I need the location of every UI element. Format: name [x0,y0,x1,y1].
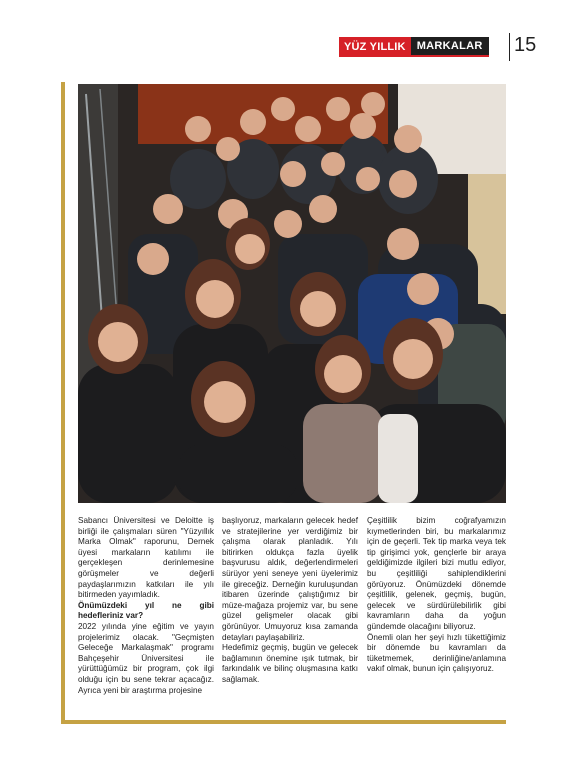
article-paragraph: 2022 yılında yine eğitim ve yayın projelerimiz olacak. "Geçmişten Geleceğe Markalaşmak" programı Bahçeşehir Üniversitesi ile yürüttüğümüz bir program, çok ilgi olduğu için bu sene tekrar açacağız. Ayrıca yeni bir araştırma projesine [78,621,214,695]
article-column-2 [222,516,358,686]
brand-logo [339,37,489,57]
article-subheading: Önümüzdeki yıl ne gibi hedefleriniz var? [78,600,214,621]
article-paragraph: Hedefimiz geçmiş, bugün ve gelecek bağlamının önemine ışık tutmak, bir farkındalık ve bilinç oluşmasına katkı sağlamak. [222,643,358,684]
gold-accent-bar [61,82,65,724]
article-paragraph: Çeşitlilik bizim coğrafyamızın kıymetlerinden biri, bu markalarımız için de geçerli. Tek tip marka veya tek tip girişimci yok, gençlerle bir araya geldiğimizde ilgileri bizi mutlu ediyor, bu çeşitliliği sahiplendiklerini görüyoruz. Önümüzdeki dönemde çeşitlilik, gelenek, geçmiş, bugün, gelecek ve sürdürülebilirlik gibi kavramların daha da yoğun gündemde olacağını biliyoruz. [367,516,506,631]
article-column-1 [78,516,214,696]
group-photo-illustration [78,84,506,503]
page-number: 15 [514,34,537,56]
gold-bottom-rule [61,720,506,724]
page-number-divider [509,33,510,61]
article-paragraph: Önemli olan her şeyi hızlı tükettiğimiz bir dönemde bu kavramları da tüketmemek, derinliğine/anlamına vakıf olmak, bunun için çalışıyoruz. [367,632,506,674]
logo-part-dark: MARKALAR [411,37,489,57]
article-paragraph: Sabancı Üniversitesi ve Deloitte iş birliği ile çalışmaları süren "Yüzyıllık Marka Olmak" raporunu, Dernek üyesi markaların katılımı ile gerçekleşen derinlemesine görüşmeler ve değerli paydaşlarımızın katkıları ile yılı bitirmeden yayımladık. [78,516,214,600]
article-paragraph: başlıyoruz, markaların gelecek hedef ve stratejilerine yer verdiğimiz bir çalışma olarak planladık. Yılı bitirirken oldukça fazla üyelik başvurusu aldık, değerlendirmeleri sürüyor yeni seneye yeni üyelerimiz ile gireceğiz. Derneğin kuruluşundan itibaren üzerinde çalıştığımız bir müze-mağaza projemiz var, bu sene güzel gelişmeler olacak gibi görünüyor. Umuyoruz kısa zamanda detayları paylaşabiliriz. [222,516,358,642]
article-column-3 [367,516,506,675]
group-photo [78,84,506,503]
logo-part-red: YÜZ YILLIK [339,37,411,57]
